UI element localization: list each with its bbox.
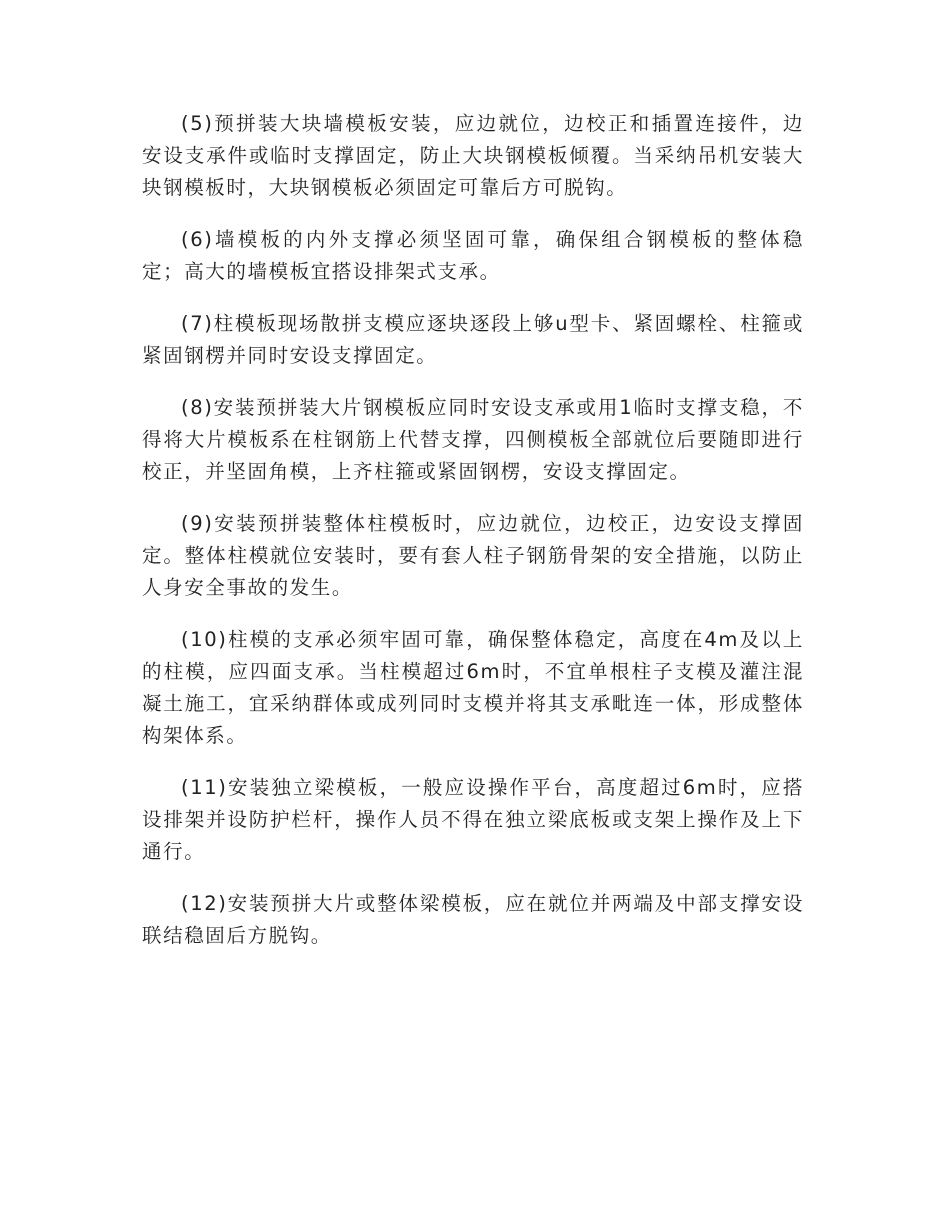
paragraph-12: (12)安装预拼大片或整体梁模板，应在就位并两端及中部支撑安设联结稳固后方脱钩。 [142, 892, 804, 947]
paragraph-9: (9)安装预拼装整体柱模板时，应边就位，边校正，边安设支撑固定。整体柱模就位安装时，要有套人柱子钢筋骨架的安全措施，以防止人身安全事故的发生。 [142, 512, 804, 599]
paragraph-8: (8)安装预拼装大片钢模板应同时安设支承或用1临时支撑支稳，不得将大片模板系在柱钢筋上代替支撑，四侧模板全部就位后要随即进行校正，并坚固角模，上齐柱箍或紧固钢楞，安设支撑固定。 [142, 396, 804, 483]
paragraph-10: (10)柱模的支承必须牢固可靠，确保整体稳定，高度在4m及以上的柱模，应四面支承。当柱模超过6m时，不宜单根柱子支模及灌注混凝土施工，宜采纳群体或成列同时支模并将其支承毗连一体，形成整体构架体系。 [142, 628, 804, 747]
paragraph-6: (6)墙模板的内外支撑必须坚固可靠，确保组合钢模板的整体稳定；高大的墙模板宜搭设排架式支承。 [142, 228, 804, 283]
paragraph-5: (5)预拼装大块墙模板安装，应边就位，边校正和插置连接件，边安设支承件或临时支撑固定，防止大块钢模板倾覆。当采纳吊机安装大块钢模板时，大块钢模板必须固定可靠后方可脱钩。 [142, 112, 804, 199]
document-page [142, 108, 804, 972]
paragraph-11: (11)安装独立梁模板，一般应设操作平台，高度超过6m时，应搭设排架并设防护栏杆，操作人员不得在独立梁底板或支架上操作及上下通行。 [142, 776, 804, 863]
paragraph-7: (7)柱模板现场散拼支模应逐块逐段上够u型卡、紧固螺栓、柱箍或紧固钢楞并同时安设支撑固定。 [142, 312, 804, 367]
